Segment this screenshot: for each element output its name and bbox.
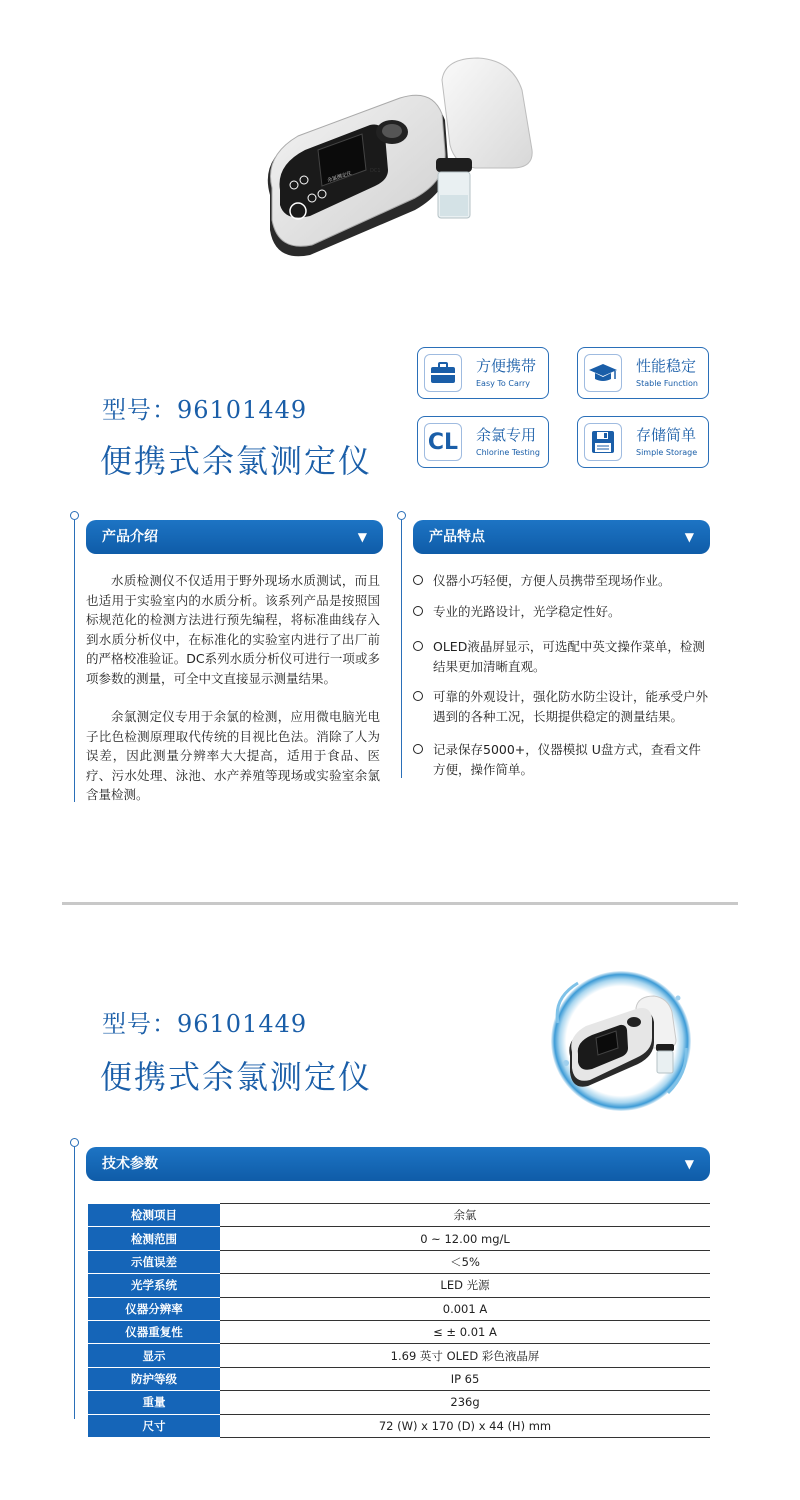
timeline-dot (70, 1138, 79, 1147)
spec-key: 光学系统 (88, 1274, 220, 1297)
model-line-bottom (102, 1004, 307, 1039)
spec-value: 72 (W) x 170 (D) x 44 (H) mm (220, 1414, 710, 1437)
spec-value: 1.69 英寸 OLED 彩色液晶屏 (220, 1344, 710, 1367)
svg-text:余氯测定仪: 余氯测定仪 (326, 170, 353, 184)
timeline-dot (397, 511, 406, 520)
spec-value: 0 ~ 12.00 mg/L (220, 1227, 710, 1250)
feature-item (413, 637, 709, 677)
spec-value: 余氯 (220, 1204, 710, 1227)
badge-simple-storage-zh: 存储简单 (636, 426, 697, 444)
spec-key: 显示 (88, 1344, 220, 1367)
spec-key: 检测项目 (88, 1204, 220, 1227)
table-row (88, 1367, 710, 1390)
graduation-cap-icon (584, 354, 622, 392)
badge-easy-carry-zh: 方便携带 (476, 357, 537, 375)
table-row (88, 1320, 710, 1343)
table-row (88, 1414, 710, 1437)
table-row (88, 1274, 710, 1297)
bullet-circle-icon (413, 641, 423, 651)
badge-easy-carry-en: Easy To Carry (476, 379, 531, 388)
spec-value: LED 光源 (220, 1274, 710, 1297)
intro-header (86, 520, 383, 554)
intro-header-label: 产品介绍 (102, 529, 158, 545)
specs-header (86, 1147, 710, 1181)
feature-text: OLED液晶屏显示，可选配中英文操作菜单，检测结果更加清晰直观。 (433, 639, 705, 674)
table-row (88, 1297, 710, 1320)
feature-item (413, 687, 709, 727)
model-line-top (102, 390, 307, 425)
feature-text: 可靠的外观设计，强化防水防尘设计，能承受户外遇到的各种工况，长期提供稳定的测量结果。 (433, 689, 709, 724)
spec-value: ≤ ± 0.01 A (220, 1320, 710, 1343)
spec-value: ＜5% (220, 1250, 710, 1273)
spec-key: 检测范围 (88, 1227, 220, 1250)
product-title-top: 便携式余氯测定仪 (100, 442, 373, 480)
spec-table (88, 1203, 710, 1438)
bullet-circle-icon (413, 606, 423, 616)
features-header (413, 520, 710, 554)
badge-simple-storage-en: Simple Storage (636, 448, 698, 457)
spec-value: 236g (220, 1391, 710, 1414)
table-row (88, 1204, 710, 1227)
bullet-circle-icon (413, 691, 423, 701)
feature-item (413, 571, 709, 591)
timeline-dot (70, 511, 79, 520)
specs-header-label: 技术参数 (102, 1156, 158, 1172)
badge-chlorine-testing-en: Chlorine Testing (476, 448, 540, 457)
product-title-bottom: 便携式余氯测定仪 (100, 1058, 373, 1096)
feature-text: 记录保存5000+，仪器模拟 U盘方式，查看文件方便，操作简单。 (433, 742, 701, 777)
spec-key: 尺寸 (88, 1414, 220, 1437)
badge-easy-carry (417, 347, 549, 399)
specs-header-arrow-icon: ▼ (684, 1157, 694, 1171)
badge-chlorine-testing (417, 416, 549, 468)
intro-paragraph-2: 余氯测定仪专用于余氯的检测，应用微电脑光电子比色检测原理取代传统的目视比色法。消除了人为误差，因此测量分辨率大大提高，适用于食品、医疗、污水处理、泳池、水产养殖等现场或实验室余氯含量检测。 (86, 709, 380, 802)
cl-icon-text: CL (427, 429, 459, 455)
floppy-disk-icon (584, 423, 622, 461)
table-row (88, 1344, 710, 1367)
spec-key: 防护等级 (88, 1367, 220, 1390)
table-row (88, 1250, 710, 1273)
spec-key: 仪器分辨率 (88, 1297, 220, 1320)
timeline-line (401, 520, 402, 778)
timeline-line (74, 1147, 75, 1419)
table-row (88, 1391, 710, 1414)
badge-simple-storage (577, 416, 709, 468)
badge-stable-function (577, 347, 709, 399)
spec-value: IP 65 (220, 1367, 710, 1390)
feature-text: 仪器小巧轻便，方便人员携带至现场作业。 (433, 573, 671, 588)
feature-item (413, 602, 709, 622)
timeline-line (74, 520, 75, 802)
feature-item (413, 740, 709, 780)
feature-text: 专业的光路设计，光学稳定性好。 (433, 604, 621, 619)
model-label: 型号： (102, 396, 177, 424)
section-divider (62, 902, 738, 905)
intro-paragraph-1: 水质检测仪不仅适用于野外现场水质测试，而且也适用于实验室内的水质分析。该系列产品是按照国标规范化的检测方法进行预先编程，将标准曲线存入到水质分析仪中，在标准化的实验室内进行了出厂前的严格校准验证。DC系列水质分析仪可进行一项或多项参数的测量，可全中文直接显示测量结果。 (86, 573, 380, 686)
bullet-circle-icon (413, 575, 423, 585)
badge-chlorine-testing-zh: 余氯专用 (476, 426, 537, 444)
model-number: 96101449 (177, 1010, 308, 1038)
intro-body (86, 571, 380, 824)
model-number: 96101449 (177, 396, 308, 424)
device-model-label: DC1 (370, 168, 381, 174)
spec-key: 示值误差 (88, 1250, 220, 1273)
badge-stable-function-zh: 性能稳定 (636, 357, 697, 375)
features-header-arrow-icon: ▼ (684, 530, 694, 544)
spec-key: 仪器重复性 (88, 1320, 220, 1343)
model-label: 型号： (102, 1010, 177, 1038)
features-header-label: 产品特点 (429, 529, 485, 545)
bullet-circle-icon (413, 744, 423, 754)
product-photo (250, 40, 550, 280)
intro-header-arrow-icon: ▼ (357, 530, 367, 544)
product-water-splash-image (548, 968, 694, 1114)
badge-stable-function-en: Stable Function (636, 379, 698, 388)
briefcase-icon (424, 354, 462, 392)
spec-key: 重量 (88, 1391, 220, 1414)
cl-text-icon (424, 423, 462, 461)
table-row (88, 1227, 710, 1250)
spec-value: 0.001 A (220, 1297, 710, 1320)
